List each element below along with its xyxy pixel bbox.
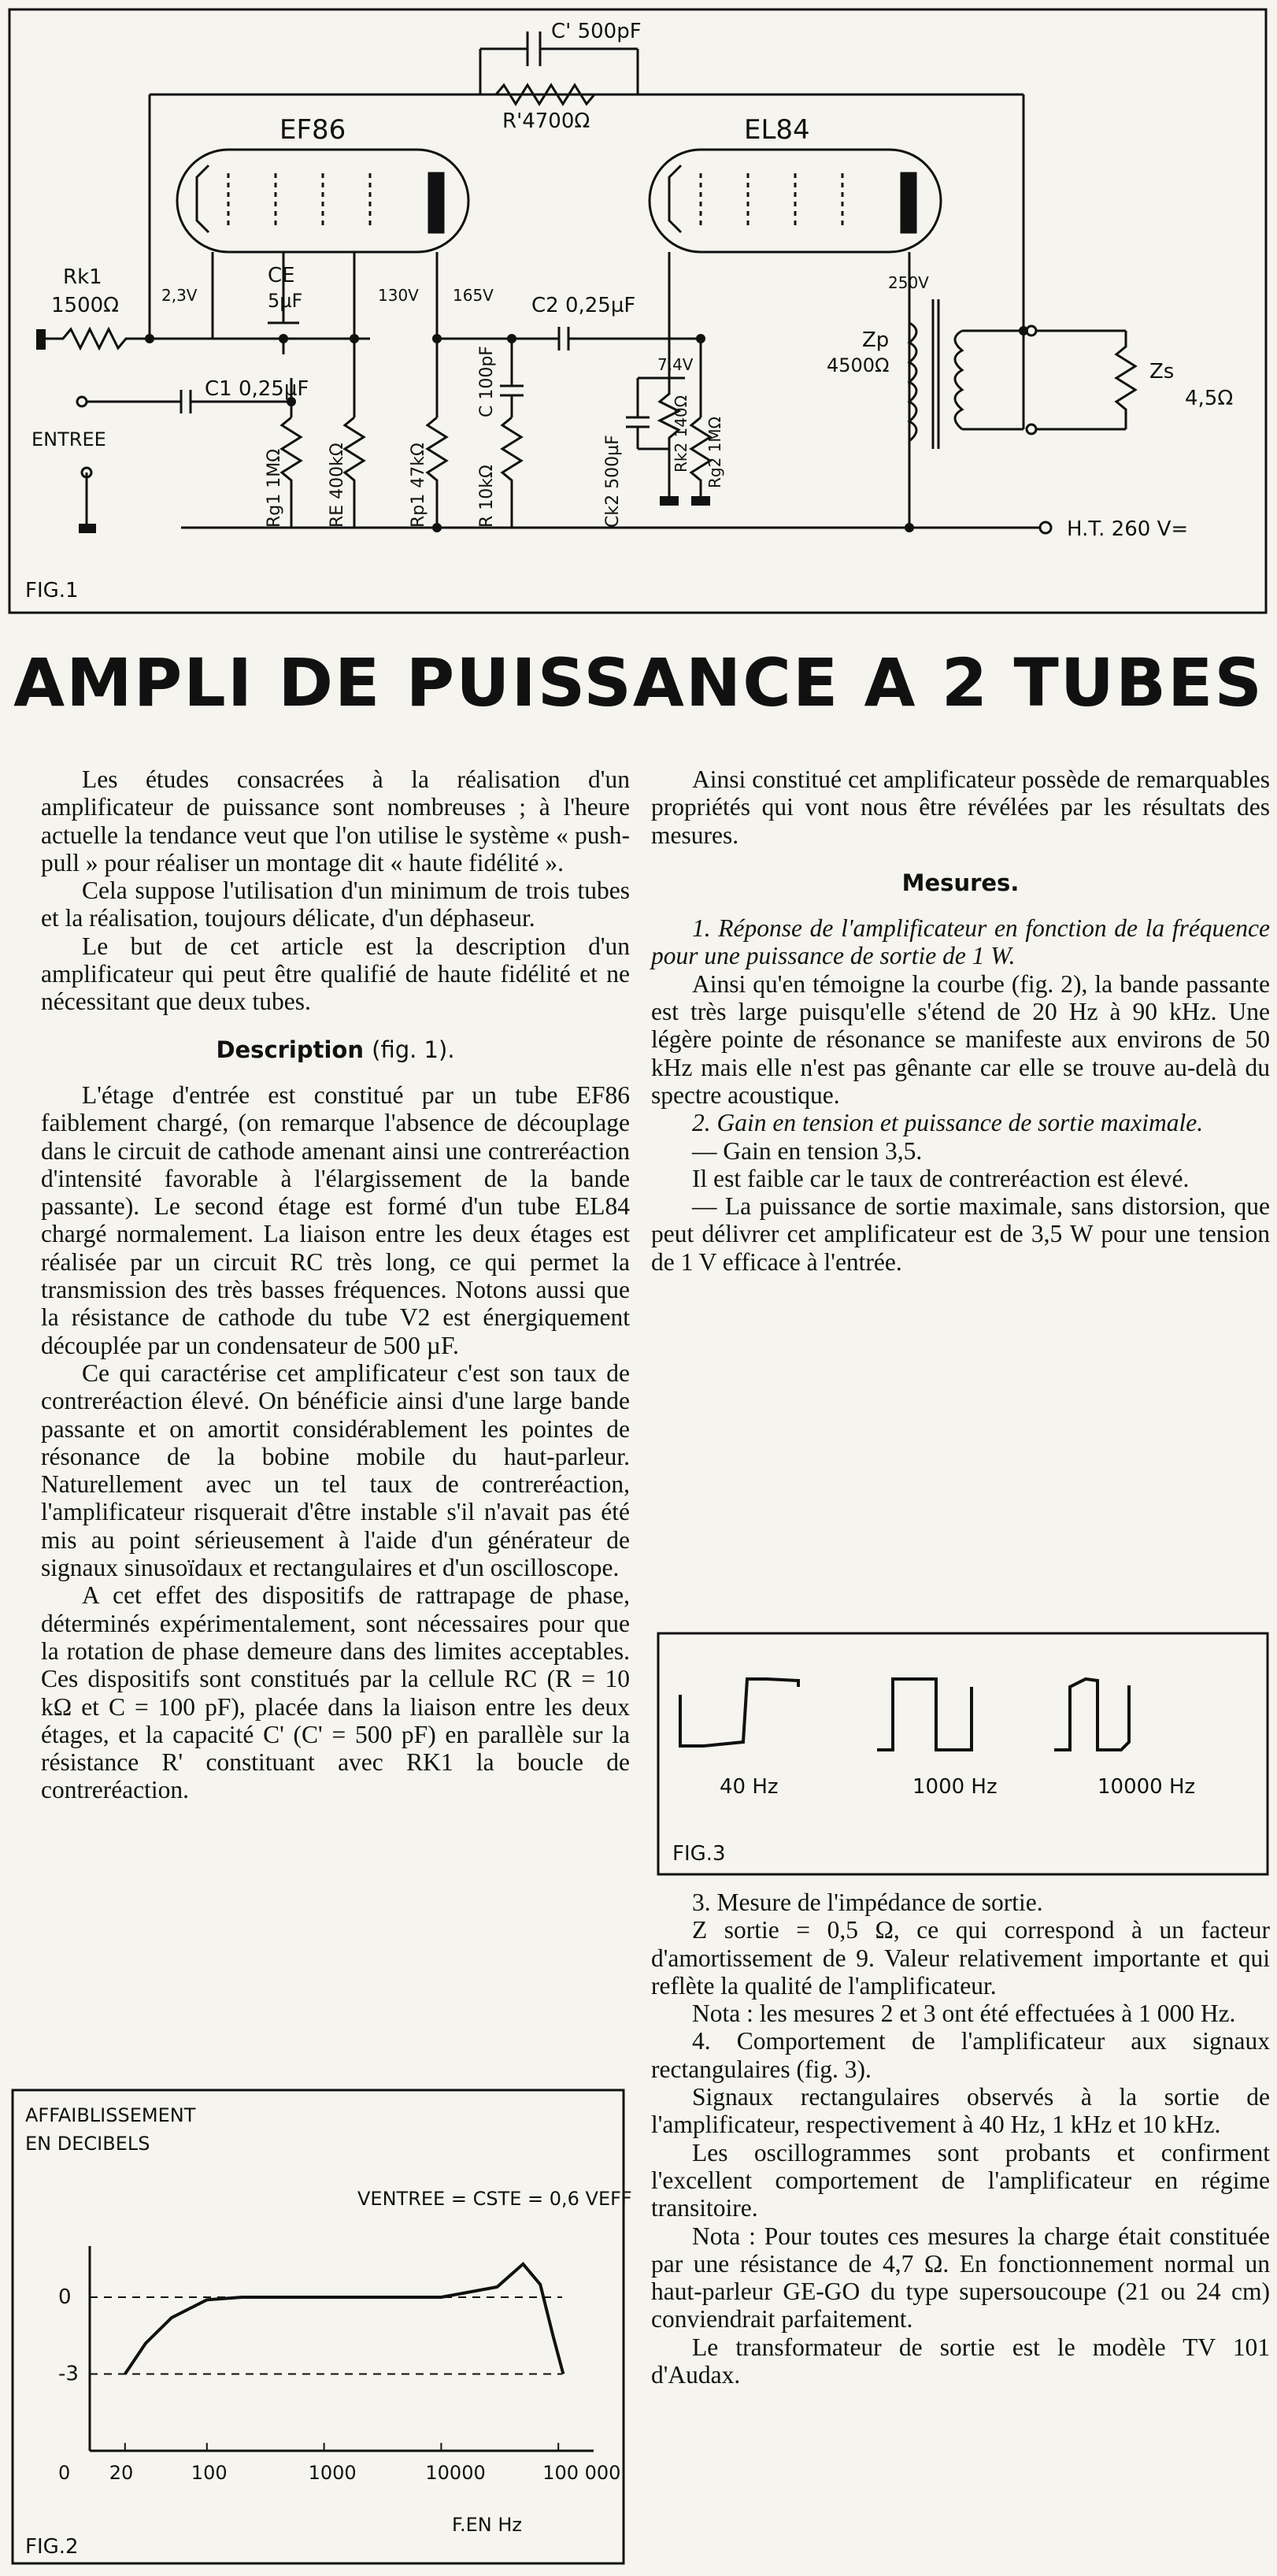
fig1-v250: 250V xyxy=(888,273,929,292)
fig1-zs-value: 4,5Ω xyxy=(1185,387,1234,410)
mesure-3-paragraph: Z sortie = 0,5 Ω, ce qui correspond à un facteur d'amortissement de 9. Valeur relativement importante et qui reflète la qualité de l'amplificateur. xyxy=(651,1916,1270,2000)
fig2-ylabel-1: AFFAIBLISSEMENT xyxy=(25,2104,196,2126)
fig2-label: FIG.2 xyxy=(25,2535,79,2559)
figure-1-schematic xyxy=(8,8,1268,614)
nota-1-text: les mesures 2 et 3 ont été effectuées à 1 000 Hz. xyxy=(759,2000,1236,2028)
fig3-label-40hz: 40 Hz xyxy=(720,1775,779,1799)
fig1-c-prime: C' 500pF xyxy=(551,20,642,43)
fig1-c2: C2 0,25µF xyxy=(531,294,636,317)
fig2-xtick-label: 1000 xyxy=(308,2462,357,2484)
mesure-2-explanation: Il est faible car le taux de contreréaction est élevé. xyxy=(692,1164,1190,1192)
fig1-label: FIG.1 xyxy=(25,579,79,602)
description-paragraph-3: A cet effet des dispositifs de rattrapage de phase, déterminés expérimentalement, sont nécessaires pour que la rotation de phase demeure dans des limites acceptables. Ces dispositifs sont constitués par la cellule RC (R = 10 kΩ et C = 100 pF), placée dans la liaison entre les deux étages, et la capacité C' (C' = 500 pF) en parallèle sur la résistance R' constituant avec RK1 la boucle de contreréaction. xyxy=(41,1581,630,1804)
fig1-v23: 2,3V xyxy=(161,286,198,305)
fig2-response-curve xyxy=(125,2264,564,2374)
description-heading-text: Description xyxy=(216,1036,365,1063)
fig1-v74: 7,4V xyxy=(657,355,694,374)
fig2-xtick-label: 10000 xyxy=(425,2462,486,2484)
mesure-1-title: 1. Réponse de l'amplificateur en fonction de la fréquence pour une puissance de sortie de 1 W. xyxy=(651,914,1270,970)
article-title: AMPLI DE PUISSANCE A 2 TUBES xyxy=(13,644,1264,721)
fig1-rk2: Rk2 140Ω xyxy=(672,395,690,473)
fig1-zs-name: Zs xyxy=(1149,360,1175,384)
fig2-origin-label: 0 xyxy=(58,2462,71,2484)
fig2-xtick-label: 100 xyxy=(191,2462,228,2484)
waveform-40hz xyxy=(680,1679,798,1746)
description-paragraph-2: Ce qui caractérise cet amplificateur c'est son taux de contreréaction élevé. On bénéficie ainsi d'une large bande passante et on amortit considérablement les pointes de résonance de la bobine mobile du haut-parleur. Naturellement avec un tel taux de contreréaction, l'amplificateur risquerait d'être instable s'il n'avait pas été mis au point sérieusement à l'aide d'un générateur de signaux sinusoïdaux et rectangulaires et d'un oscilloscope. xyxy=(41,1358,630,1582)
fig1-rg1: Rg1 1MΩ xyxy=(265,448,284,528)
fig1-re: RE 400kΩ xyxy=(328,443,347,528)
description-paragraph-4: Ainsi constitué cet amplificateur possède de remarquables propriétés qui vont nous être révélées par les résultats des mesures. xyxy=(651,765,1270,849)
fig1-c100: C 100pF xyxy=(477,346,497,417)
nota-1 xyxy=(651,2000,1270,2027)
mesure-2-gain: — Gain en tension 3,5. xyxy=(692,1136,923,1165)
figure-2-response-chart xyxy=(11,2089,632,2565)
fig1-r-prime: R'4700Ω xyxy=(502,109,590,133)
fig1-v130: 130V xyxy=(378,286,419,305)
fig2-ytick-label: -3 xyxy=(58,2362,79,2386)
figure-3-oscillograms xyxy=(657,1632,1269,1876)
fig1-entree: ENTREE xyxy=(31,428,106,450)
article-column-right xyxy=(651,765,1270,1276)
nota-2-text: Pour toutes ces mesures la charge était constituée par une résistance de 4,7 Ω. En fonctionnement normal un haut-parleur GE-GO du type supersoucoupe (21 ou 24 cm) conviendrait parfaitement. xyxy=(651,2222,1271,2333)
description-heading xyxy=(41,1036,630,1064)
fig1-rg2: Rg2 1MΩ xyxy=(705,417,724,488)
fig2-ylabel-2: EN DECIBELS xyxy=(25,2133,150,2155)
article-column-right-bottom xyxy=(651,1888,1270,2389)
fig2-condition: VENTREE = CSTE = 0,6 VEFF xyxy=(357,2188,632,2210)
mesures-heading: Mesures. xyxy=(901,869,1020,896)
fig1-ht: H.T. 260 V= xyxy=(1067,517,1189,541)
mesure-2-power: — La puissance de sortie maximale, sans distorsion, que peut délivrer cet amplificateur est de 3,5 W pour une tension de 1 V efficace à l'entrée. xyxy=(651,1192,1270,1276)
mesure-3-title: 3. Mesure de l'impédance de sortie. xyxy=(692,1888,1043,1916)
fig1-c1: C1 0,25µF xyxy=(205,377,309,401)
fig1-v165: 165V xyxy=(453,286,494,305)
waveform-1000hz xyxy=(877,1679,972,1750)
fig3-label-10000hz: 10000 Hz xyxy=(1097,1775,1196,1799)
fig1-ck2: Ck2 500µF xyxy=(603,435,623,528)
fig1-tube1: EF86 xyxy=(279,114,346,146)
mesure-4-paragraph-2: Les oscillogrammes sont probants et confirment l'excellent comportement de l'amplificateur en régime transitoire. xyxy=(651,2138,1270,2222)
nota-1-label: Nota : xyxy=(692,2000,753,2028)
fig2-xlabel: F.EN Hz xyxy=(452,2514,522,2536)
fig1-zp-value: 4500Ω xyxy=(827,354,890,376)
fig2-ytick-label: 0 xyxy=(58,2285,72,2309)
mesure-1-paragraph: Ainsi qu'en témoigne la courbe (fig. 2), la bande passante est très large puisqu'elle s'étend de 20 Hz à 90 kHz. Une légère pointe de résonance se manifeste aux environs de 50 kHz mais elle n'est pas gênante car elle se trouve au-delà du spectre acoustique. xyxy=(651,969,1270,1109)
article-column-left xyxy=(41,765,630,1804)
fig2-xtick-label: 100 000 xyxy=(542,2462,621,2484)
fig2-xtick-label: 20 xyxy=(109,2462,134,2484)
fig1-tube2: EL84 xyxy=(744,114,810,146)
fig1-zp-name: Zp xyxy=(862,328,890,352)
final-paragraph: Le transformateur de sortie est le modèle TV 101 d'Audax. xyxy=(651,2333,1270,2389)
intro-paragraph-3: Le but de cet article est la description d'un amplificateur qui peut être qualifié de haute fidélité et ne nécessitant que deux tubes. xyxy=(41,932,630,1016)
fig1-r10: R 10kΩ xyxy=(477,465,497,528)
nota-2 xyxy=(651,2222,1270,2333)
fig1-rp1: Rp1 47kΩ xyxy=(409,443,428,528)
description-heading-ref: (fig. 1). xyxy=(372,1036,455,1063)
fig1-ce-name: CE xyxy=(268,264,295,287)
mesure-2-title: 2. Gain en tension et puissance de sortie maximale. xyxy=(692,1109,1204,1137)
intro-paragraph-2: Cela suppose l'utilisation d'un minimum de trois tubes et la réalisation, toujours délicate, d'un déphaseur. xyxy=(41,877,630,932)
intro-paragraph-1: Les études consacrées à la réalisation d'un amplificateur de puissance sont nombreuses ; à l'heure actuelle la tendance veut que l'on utilise le système « push-pull » pour réaliser un montage dit « haute fidélité ». xyxy=(41,765,630,877)
waveform-10000hz xyxy=(1054,1679,1129,1750)
mesure-4-paragraph-1: Signaux rectangulaires observés à la sortie de l'amplificateur, respectivement à 40 Hz, 1 kHz et 10 kHz. xyxy=(651,2083,1270,2139)
fig3-label: FIG.3 xyxy=(672,1842,726,1866)
fig1-rk1-value: 1500Ω xyxy=(51,294,120,317)
mesure-4-title: 4. Comportement de l'amplificateur aux signaux rectangulaires (fig. 3). xyxy=(651,2027,1270,2083)
fig1-rk1-name: Rk1 xyxy=(63,265,102,289)
fig3-label-1000hz: 1000 Hz xyxy=(912,1775,998,1799)
nota-2-label: Nota : xyxy=(692,2222,756,2250)
description-paragraph-1: L'étage d'entrée est constitué par un tube EF86 faiblement chargé, (on remarque l'absence de découplage dans le circuit de cathode amenant ainsi une contreréaction d'intensité favorable à l'élargissement de la bande passante). Le second étage est formé d'un tube EL84 chargé normalement. La liaison entre les deux étages est réalisée par un circuit RC très long, ce qui permet la transmission des très basses fréquences. Notons aussi que la résistance de cathode du tube V2 est énergiquement découplée par un condensateur de 500 µF. xyxy=(41,1080,630,1359)
fig1-ce-value: 5µF xyxy=(268,290,303,312)
